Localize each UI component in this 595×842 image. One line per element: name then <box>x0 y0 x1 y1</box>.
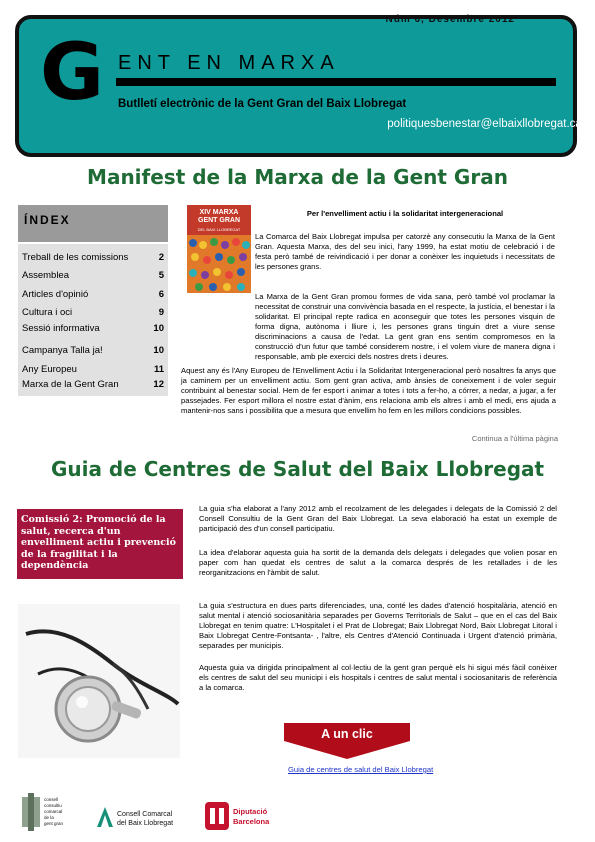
masthead-initial: G <box>40 28 105 118</box>
manifest-paragraph: La Comarca del Baix Llobregat impulsa per catorzè any consecutiu la Marxa de la Gent Gran. Aquesta Marxa, des del seu inici, l'any 1999, ha estat motiu de celebració i de festa però també de reivindicació i per donar a conèixer les inquietuds i necessitats de les persones grans. <box>255 232 555 271</box>
masthead-title: ENT EN MARXA <box>118 52 340 74</box>
guia-paragraph: La idea d'elaborar aquesta guia ha sortit de la demanda dels delegats i delegades que volien posar en paper com han quedat els centres de salut a la comarca després de les retallades i de les reorganitzacions en l'àmbit de salut. <box>199 548 557 577</box>
contact-email-link[interactable]: politiquesbenestar@elbaixllobregat.cat <box>387 118 585 130</box>
guia-paragraph: La guia s'estructura en dues parts diferenciades, una, conté les dades d'atenció hospitalària, atenció en salut mental i atenció sociosanitària separades per Governs Territorials de Salut – que en el cas del Baix Llobregat en tenim quatre: L'Hospitalet i el Prat de Llobregat; Baix Llobregat Nord, Baix Llobregat Litoral i Baix Llobregat Centre-Fontsanta- , l'altre, els Centres d'Atenció Continuada i Urgent d'atenció primària, separades per municipis. <box>199 601 557 650</box>
a-un-clic-button[interactable]: A un clic <box>321 727 373 741</box>
poster-title: XIV MARXA GENT GRAN <box>198 209 240 224</box>
guia-paragraph: La guia s'ha elaborat a l'any 2012 amb el recolzament de les delegades i delegats de la Comissió 2 del Consell Consultiu de la Gent Gran del Baix Llobregat. La seva elaboració ha estat un exemple de participació des d'un consell participatiu. <box>199 504 557 533</box>
manifest-paragraph: Aquest any és l'Any Europeu de l'Envelliment Actiu i la Solidaritat Intergeneracional però nosaltres fa anys que ja caminem per un envelliment actiu. Som gent gran activa, amb ànsies de coneixement i de voler seguir contribuint al benestar social. Hem de fer esport i animar a totes i tots a fer-ho, a córrer, a nedar, a jugar, a fer passejades. Fer esport millora el nostre estat d'ànim, ens relaciona amb els altres i amb el medi, ens ajuda a mantenir-nos sans i possibilita que a mesura que envellim ho fem en les millors condicions possibles. <box>181 366 556 415</box>
masthead-rule <box>116 78 556 86</box>
logo1-line: de la <box>44 815 54 820</box>
index-item[interactable]: Sessió informativa 10 <box>22 323 164 334</box>
issue-date: Núm 6, Desembre 2012 <box>385 14 515 25</box>
manifest-title: Manifest de la Marxa de la Gent Gran <box>87 165 508 189</box>
index-list <box>18 244 168 396</box>
logo1-line: consultiu <box>44 803 62 808</box>
masthead-subtitle: Butlletí electrònic de la Gent Gran del Baix Llobregat <box>118 98 407 110</box>
poster-subtitle: DEL BAIX LLOBREGAT <box>197 227 241 232</box>
guia-link[interactable]: Guia de centres de salut del Baix Llobregat <box>288 765 434 774</box>
consell-consultiu-logo <box>22 793 84 833</box>
index-item[interactable]: Treball de les comissions 2 <box>22 252 164 263</box>
diputacio-barcelona-logo <box>205 800 275 832</box>
stethoscope-image <box>18 604 180 758</box>
index-item[interactable]: Articles d'opinió 6 <box>22 289 164 300</box>
index-item[interactable]: Cultura i oci 9 <box>22 307 164 318</box>
logo2-line: del Baix Llobregat <box>117 820 174 827</box>
guia-paragraph: Aquesta guia va dirigida principalment al col·lectiu de la gent gran perquè els hi sigui més fàcil conèixer els centres de salut del seu municipi i els hospitals i centres de salut mental i sociosanitaris de referència a la comarca. <box>199 663 557 692</box>
logo3-line: Diputació <box>233 807 268 816</box>
consell-comarcal-logo <box>95 803 185 831</box>
index-heading: ÍNDEX <box>24 213 71 227</box>
logo3-line: Barcelona <box>233 817 270 826</box>
index-item[interactable]: Assemblea 5 <box>22 270 164 281</box>
continue-note: Continua a l'última pàgina <box>471 434 558 443</box>
manifest-subtitle: Per l'envelliment actiu i la solidaritat intergeneracional <box>306 209 504 218</box>
guia-title: Guia de Centres de Salut del Baix Llobregat <box>50 457 545 481</box>
manifest-paragraph: La Marxa de la Gent Gran promou formes de vida sana, però també vol proclamar la necessitat de construir una convivència basada en el respecte, la justícia, el benestar i la solidaritat. El principal repte radica en aconseguir que totes les persones visquin de forma digna, autònoma i lliure i, les persones grans tinguin dret a viure sense discriminacions a causa de l'edat. La gent gran ens sentim compromesos en la construcció d'un futur que també considerem nostre, i el volem viure de manera digna i responsable, amb ple exercici dels nostres drets i deures. <box>255 292 555 361</box>
index-item[interactable]: Campanya Talla ja! 10 <box>22 345 164 356</box>
logo2-line: Consell Comarcal <box>117 811 173 818</box>
logo1-line: comarcal <box>44 809 63 814</box>
logo1-line: gent gran <box>44 821 64 826</box>
index-item[interactable]: Any Europeu 11 <box>22 364 164 375</box>
logo1-line: consell <box>44 797 59 802</box>
index-item[interactable]: Marxa de la Gent Gran 12 <box>22 379 164 390</box>
marxa-poster-image <box>187 205 251 293</box>
comissio-label: Comissió 2: Promoció de la salut, recerca d'un envelliment actiu i prevenció de la fragilitat i la dependència <box>21 514 177 571</box>
